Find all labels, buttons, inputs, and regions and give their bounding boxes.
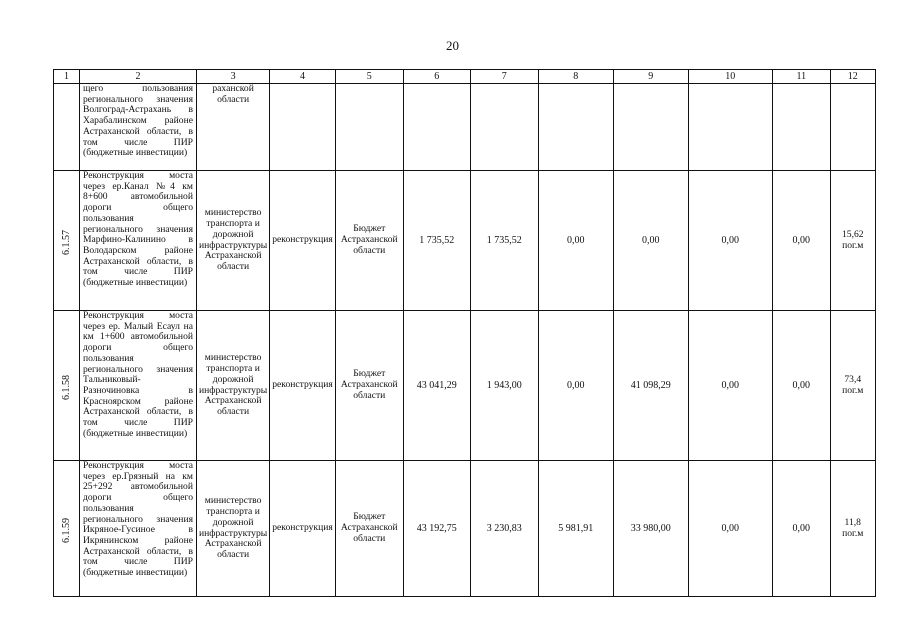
type-cell: реконструкция — [270, 311, 336, 461]
year-1-cell: 1 735,52 — [470, 171, 538, 311]
year-1-cell: 1 943,00 — [470, 311, 538, 461]
source-cell: Бюджет Астраханской области — [335, 171, 403, 311]
empty-cell — [538, 84, 613, 171]
source-cell: Бюджет Астраханской области — [335, 461, 403, 597]
table-row — [54, 171, 876, 311]
program-table — [53, 69, 876, 597]
total-cell: 43 192,75 — [403, 461, 470, 597]
indicator-cell: 11,8 пог.м — [830, 461, 875, 597]
column-header: 2 — [80, 70, 197, 84]
column-header: 1 — [54, 70, 80, 84]
year-4-cell: 0,00 — [688, 311, 772, 461]
executor-cell: министерство транспорта и дорожной инфраструктуры Астраханской области — [197, 171, 270, 311]
row-code: 6.1.59 — [61, 517, 72, 543]
table-row — [54, 461, 876, 597]
column-header: 5 — [335, 70, 403, 84]
code-cell — [54, 84, 80, 171]
year-5-cell: 0,00 — [772, 171, 830, 311]
column-number-row — [54, 70, 876, 84]
year-5-cell: 0,00 — [772, 311, 830, 461]
name-cell: щего пользования регионального значения Волгоград-Астрахань в Харабалинском районе Астраханской области, в том числе ПИР (бюджетные инвестиции) — [80, 84, 197, 171]
year-3-cell: 33 980,00 — [613, 461, 688, 597]
table-row-continuation — [54, 84, 876, 171]
indicator-cell: 15,62 пог.м — [830, 171, 875, 311]
column-header: 8 — [538, 70, 613, 84]
empty-cell — [830, 84, 875, 171]
empty-cell — [772, 84, 830, 171]
name-cell: Реконструкция моста через ер. Малый Есаул на км 1+600 автомобильной дороги общего пользования регионального значения Тальниковый-Разночиновка в Красноярском районе Астраханской области, в том числе ПИР (бюджетные инвестиции) — [80, 311, 197, 461]
empty-cell — [688, 84, 772, 171]
code-cell — [54, 461, 80, 597]
year-4-cell: 0,00 — [688, 461, 772, 597]
type-cell: реконструкция — [270, 171, 336, 311]
year-2-cell: 5 981,91 — [538, 461, 613, 597]
total-cell: 43 041,29 — [403, 311, 470, 461]
empty-cell — [613, 84, 688, 171]
year-4-cell: 0,00 — [688, 171, 772, 311]
column-header: 9 — [613, 70, 688, 84]
year-5-cell: 0,00 — [772, 461, 830, 597]
indicator-cell: 73,4 пог.м — [830, 311, 875, 461]
type-cell: реконструкция — [270, 461, 336, 597]
row-code: 6.1.57 — [61, 229, 72, 255]
name-cell: Реконструкция моста через ер.Канал №4 км 8+600 автомобильной дороги общего пользования регионального значения Марфино-Калинино в Володарском районе Астраханской области, в том числе ПИР (бюджетные инвестиции) — [80, 171, 197, 311]
name-cell: Реконструкция моста через ер.Грязный на км 25+292 автомобильной дороги общего пользования регионального значения Икряное-Гусиное в Икрянинском районе Астраханской области, в том числе ПИР (бюджетные инвестиции) — [80, 461, 197, 597]
code-cell — [54, 311, 80, 461]
column-header: 7 — [470, 70, 538, 84]
column-header: 4 — [270, 70, 336, 84]
code-cell — [54, 171, 80, 311]
column-header: 12 — [830, 70, 875, 84]
empty-cell — [470, 84, 538, 171]
column-header: 11 — [772, 70, 830, 84]
year-2-cell: 0,00 — [538, 171, 613, 311]
program-table-wrapper — [53, 69, 876, 597]
column-header: 10 — [688, 70, 772, 84]
executor-cell: министерство транспорта и дорожной инфраструктуры Астраханской области — [197, 461, 270, 597]
year-3-cell: 0,00 — [613, 171, 688, 311]
row-code: 6.1.58 — [61, 374, 72, 400]
empty-cell — [270, 84, 336, 171]
year-2-cell: 0,00 — [538, 311, 613, 461]
executor-cell: министерство транспорта и дорожной инфраструктуры Астраханской области — [197, 311, 270, 461]
total-cell: 1 735,52 — [403, 171, 470, 311]
source-cell: Бюджет Астраханской области — [335, 311, 403, 461]
year-1-cell: 3 230,83 — [470, 461, 538, 597]
page-number: 20 — [446, 38, 459, 53]
empty-cell — [403, 84, 470, 171]
column-header: 3 — [197, 70, 270, 84]
column-header: 6 — [403, 70, 470, 84]
year-3-cell: 41 098,29 — [613, 311, 688, 461]
executor-cell: раханской области — [197, 84, 270, 171]
empty-cell — [335, 84, 403, 171]
table-row — [54, 311, 876, 461]
